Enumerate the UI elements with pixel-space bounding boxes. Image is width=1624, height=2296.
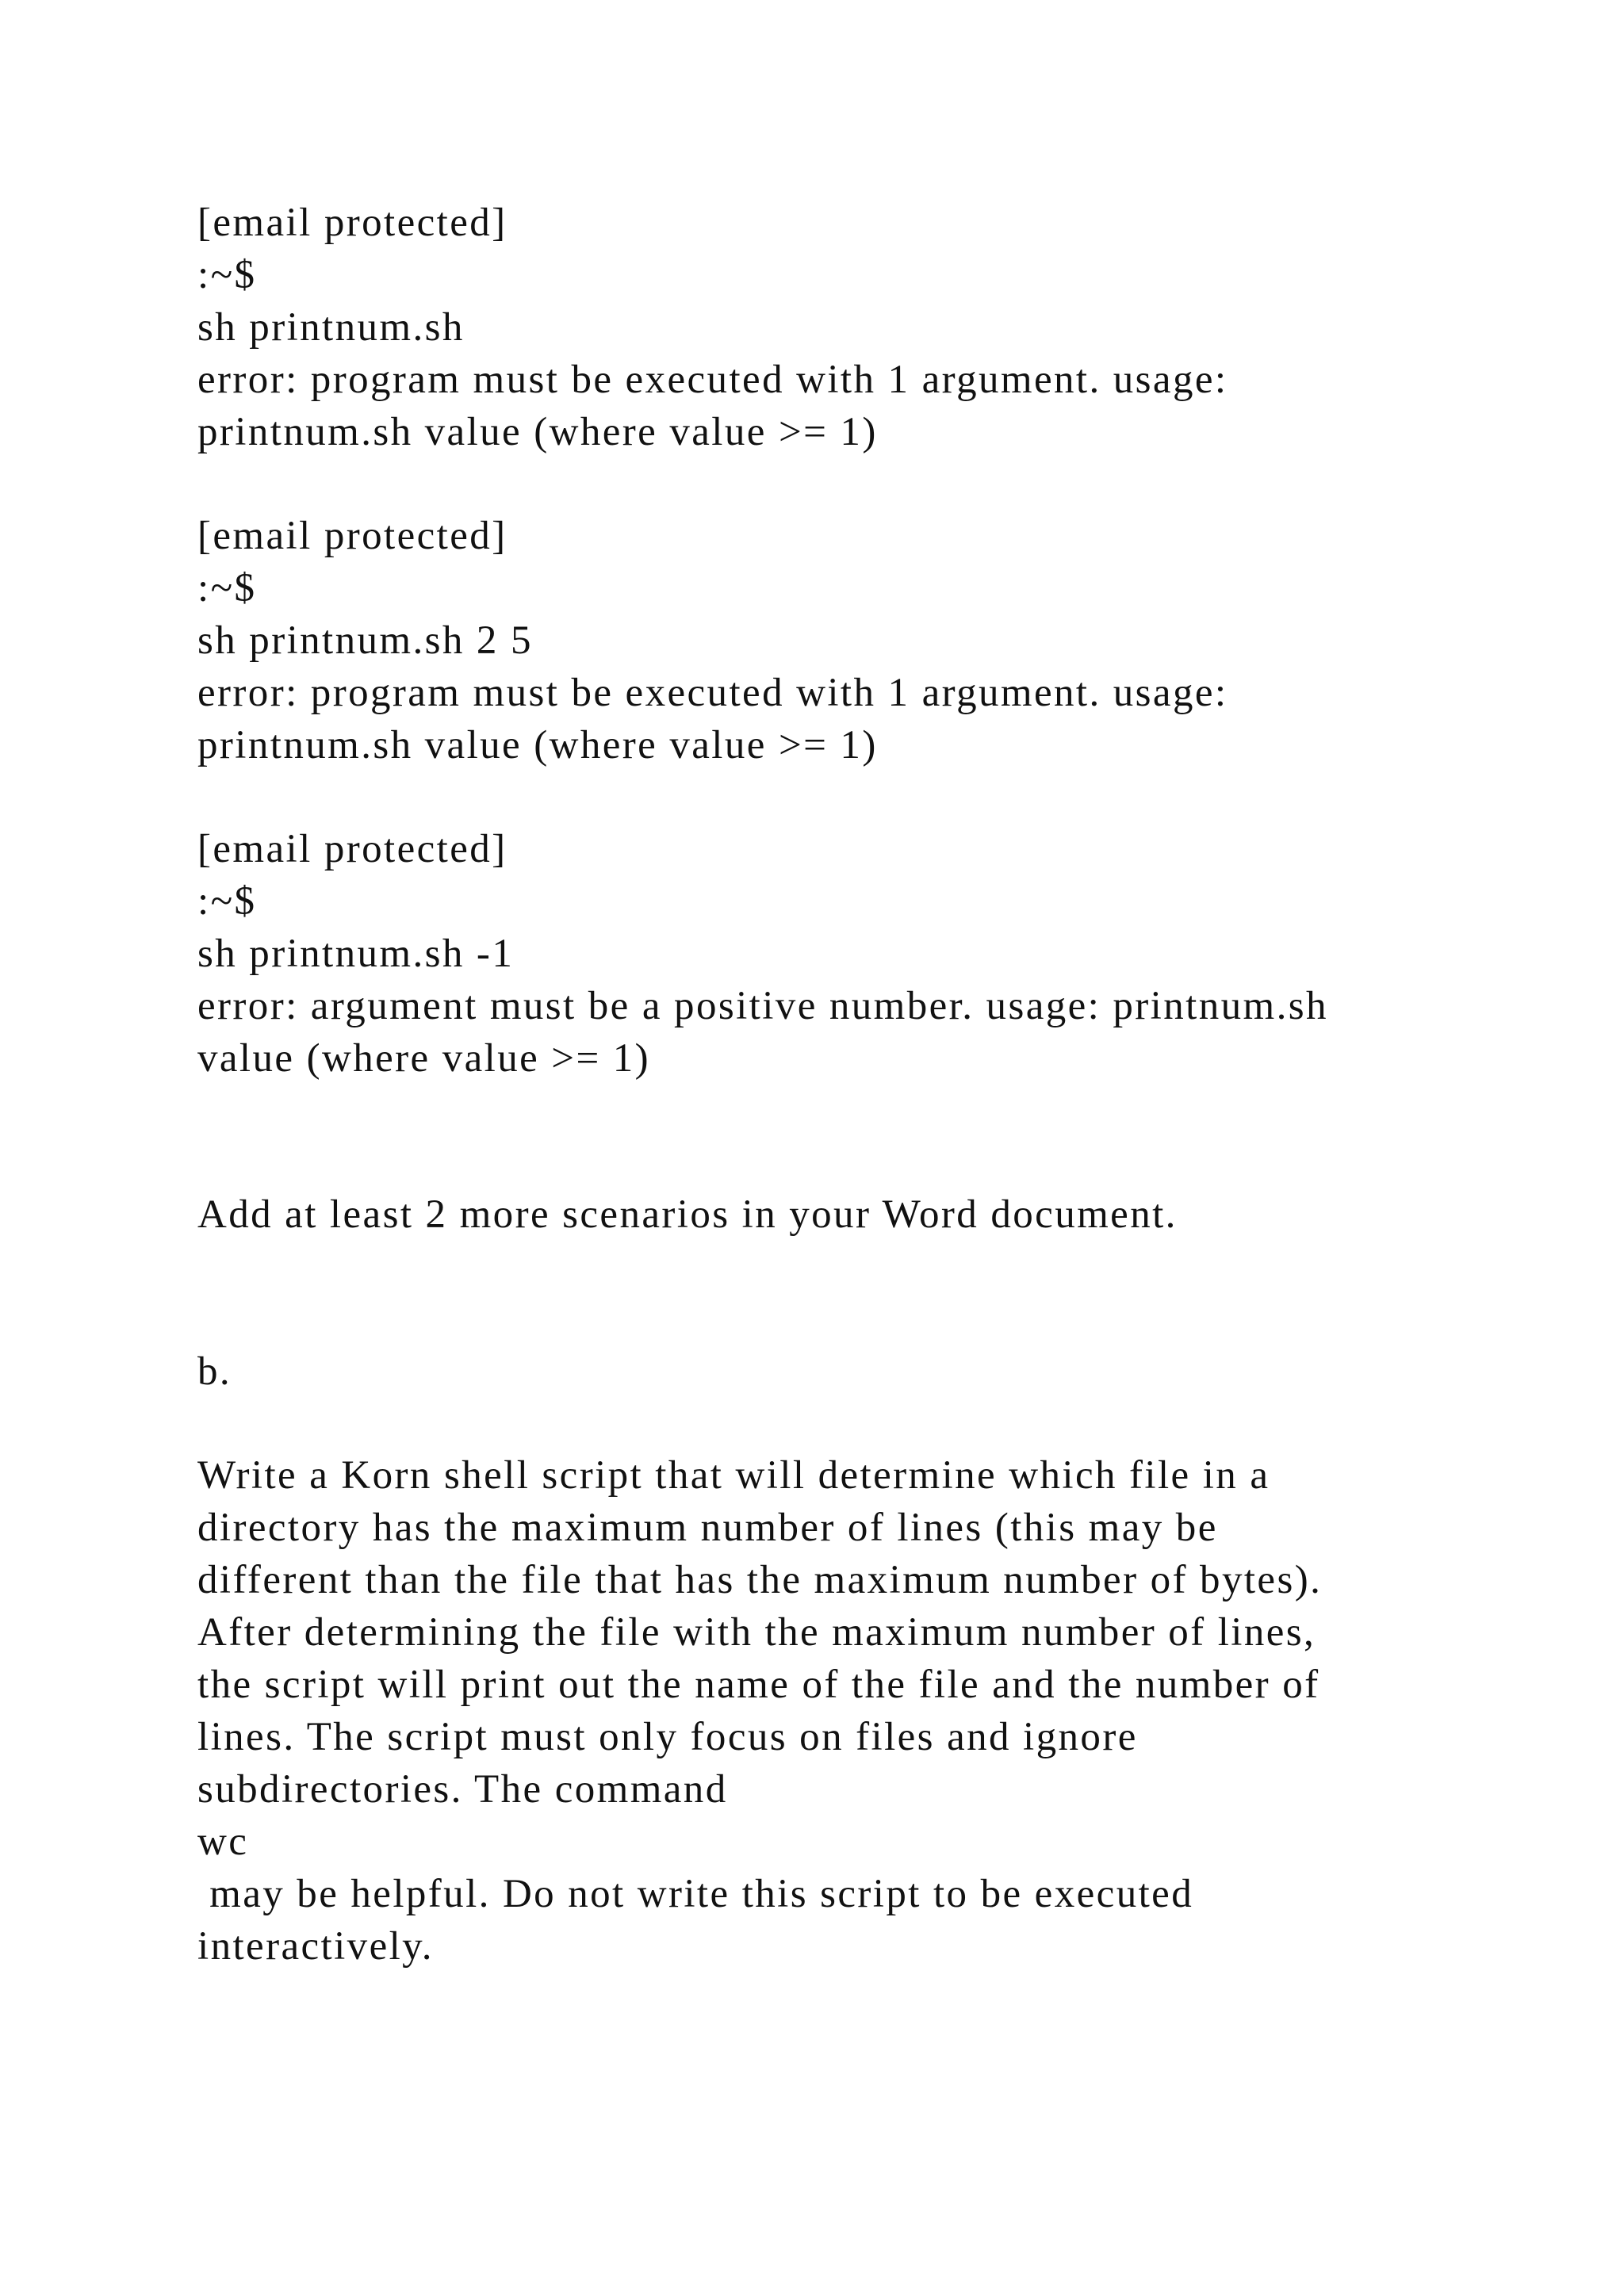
task-line: directory has the maximum number of lines (this may be (197, 1506, 1218, 1550)
scenario-3-output-line-1: error: argument must be a positive number. usage: printnum.sh (197, 984, 1328, 1028)
scenario-2-output-line-2: printnum.sh value (where value >= 1) (197, 723, 878, 767)
scenario-2-command: sh printnum.sh 2 5 (197, 618, 533, 663)
scenario-2-prompt-user: [email protected] (197, 514, 508, 558)
scenario-1-output-line-1: error: program must be executed with 1 argument. usage: (197, 358, 1228, 402)
task-line: Write a Korn shell script that will determine which file in a (197, 1453, 1270, 1498)
task-line: may be helpful. Do not write this script to be executed (197, 1872, 1194, 1916)
scenario-1-command: sh printnum.sh (197, 305, 465, 350)
scenario-1-prompt-user: [email protected] (197, 201, 508, 245)
scenario-2-prompt-dir: :~$ (197, 566, 257, 610)
part-b-label: b. (197, 1349, 232, 1394)
task-line: lines. The script must only focus on files and ignore (197, 1715, 1138, 1759)
scenario-3-output-line-2: value (where value >= 1) (197, 1036, 651, 1081)
task-line: interactively. (197, 1924, 434, 1969)
task-line: the script will print out the name of the file and the number of (197, 1663, 1320, 1707)
task-line: subdirectories. The command (197, 1767, 728, 1812)
scenario-1-prompt-dir: :~$ (197, 253, 257, 297)
scenario-3-prompt-dir: :~$ (197, 879, 257, 924)
instruction-text: Add at least 2 more scenarios in your Word document. (197, 1192, 1178, 1237)
task-line: different than the file that has the maximum number of bytes). (197, 1558, 1323, 1602)
scenario-1-output-line-2: printnum.sh value (where value >= 1) (197, 410, 878, 454)
task-line-command-wc: wc (197, 1820, 249, 1864)
scenario-2-output-line-1: error: program must be executed with 1 argument. usage: (197, 671, 1228, 715)
scenario-3-prompt-user: [email protected] (197, 827, 508, 871)
task-line: After determining the file with the maximum number of lines, (197, 1610, 1316, 1655)
scenario-3-command: sh printnum.sh -1 (197, 932, 515, 976)
